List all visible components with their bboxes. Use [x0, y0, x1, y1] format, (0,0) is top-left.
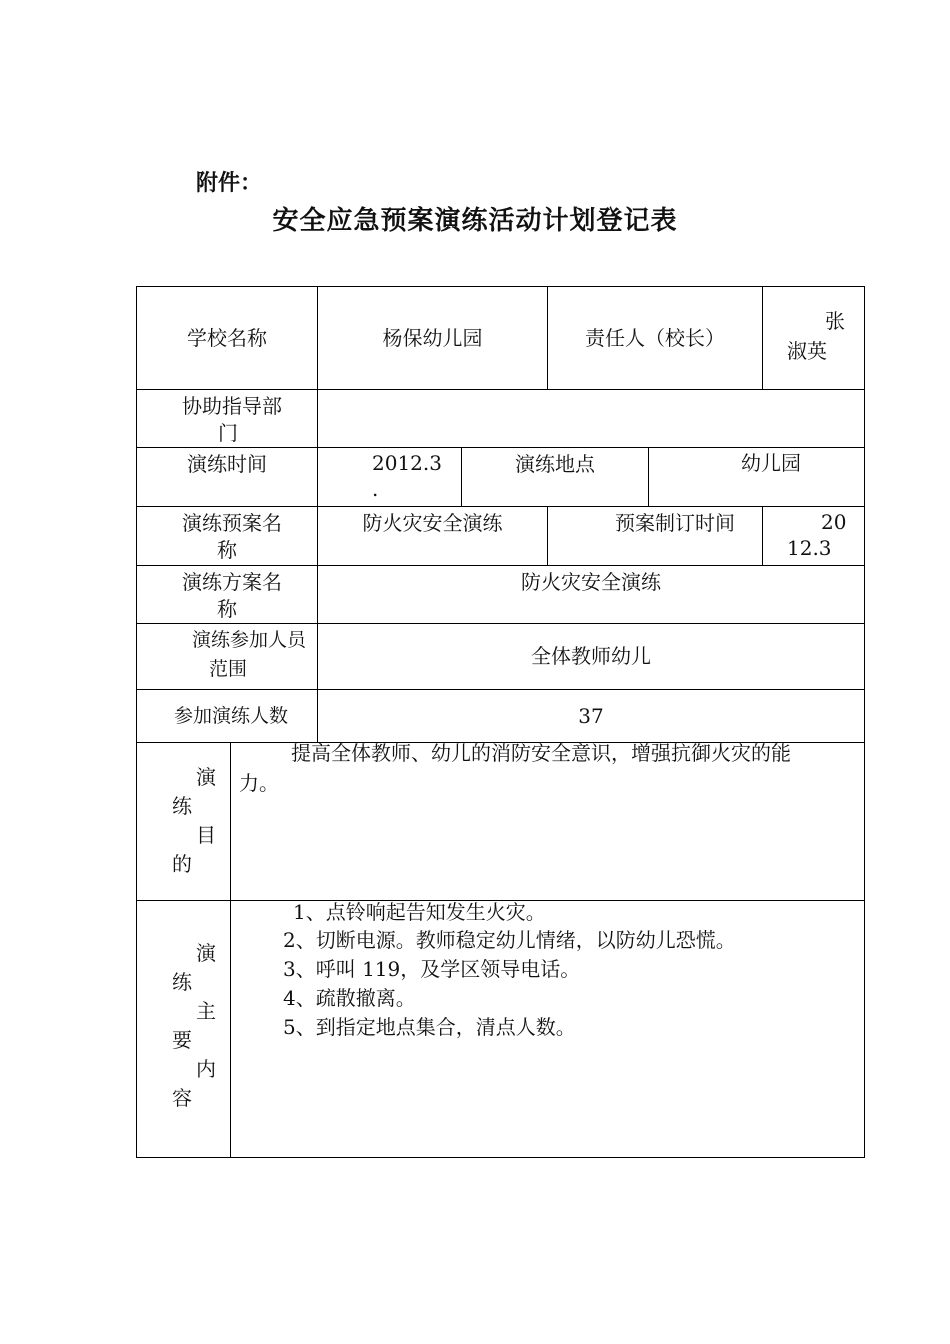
assist-dept-label	[136, 389, 318, 448]
plan-made-time-line1: 20	[821, 510, 847, 534]
drill-content-label	[136, 900, 231, 1158]
document-title: 安全应急预案演练活动计划登记表	[272, 206, 678, 236]
purpose-label-char-1: 演	[196, 765, 216, 789]
content-item-4: 4、疏散撤离。	[283, 986, 416, 1010]
plan-name-value	[317, 506, 548, 566]
principal-label-text: 责任人（校长）	[585, 325, 725, 350]
drill-location-label	[461, 447, 649, 507]
participants-range-label	[136, 623, 318, 690]
school-name-value-text: 杨保幼儿园	[382, 325, 483, 350]
content-label-char-4: 要	[172, 1028, 192, 1052]
participant-count-value-text: 37	[578, 703, 604, 728]
scheme-name-value	[317, 565, 865, 624]
school-name-value	[317, 286, 548, 390]
content-label-char-6: 容	[172, 1086, 192, 1110]
content-label-char-3: 主	[196, 999, 216, 1023]
content-label-char-2: 练	[172, 970, 192, 994]
plan-made-time-label-text: 预案制订时间	[615, 511, 735, 535]
principal-value-line1: 张	[825, 309, 845, 333]
plan-made-time-line2: 12.3	[787, 536, 832, 560]
scheme-name-label	[136, 565, 318, 624]
plan-name-label-line1: 演练预案名	[182, 511, 282, 535]
purpose-label-char-3: 目	[196, 823, 216, 847]
participants-range-label-line2: 范围	[209, 658, 248, 680]
content-item-3: 3、呼叫 119，及学区领导电话。	[283, 957, 581, 981]
purpose-label-char-4: 的	[172, 852, 192, 876]
content-item-2: 2、切断电源。教师稳定幼儿情绪，以防幼儿恐慌。	[283, 928, 736, 952]
plan-made-time-value	[762, 506, 865, 566]
participant-count-value	[317, 689, 865, 743]
drill-time-label-text: 演练时间	[187, 452, 267, 476]
plan-name-label-line2: 称	[217, 538, 237, 562]
assist-dept-label-line2: 门	[218, 421, 238, 445]
drill-location-value	[648, 447, 865, 507]
scheme-name-label-line1: 演练方案名	[182, 570, 282, 594]
plan-made-time-label	[547, 506, 763, 566]
participant-count-label-text: 参加演练人数	[173, 704, 288, 727]
purpose-text-line1: 提高全体教师、幼儿的消防安全意识，增强抗御火灾的能	[291, 741, 791, 765]
attachment-label: 附件：	[196, 171, 263, 196]
drill-time-label	[136, 447, 318, 507]
principal-label	[547, 286, 763, 390]
scheme-name-value-text: 防火灾安全演练	[521, 570, 661, 594]
drill-purpose-value	[230, 742, 865, 901]
drill-content-value	[230, 900, 865, 1158]
participants-range-value-text: 全体教师幼儿	[531, 644, 651, 668]
principal-value-line2: 淑英	[787, 339, 827, 363]
participant-count-label	[136, 689, 318, 743]
content-label-char-5: 内	[196, 1057, 216, 1081]
school-name-label	[136, 286, 318, 390]
scheme-name-label-line2: 称	[217, 597, 237, 621]
drill-time-value-line1: 2012.3	[372, 451, 442, 475]
purpose-text-line2: 力。	[239, 771, 279, 795]
participants-range-label-line1: 演练参加人员	[192, 629, 307, 651]
drill-location-label-text: 演练地点	[515, 452, 595, 476]
principal-value	[762, 286, 865, 390]
content-label-char-1: 演	[196, 941, 216, 965]
plan-name-label	[136, 506, 318, 566]
assist-dept-label-line1: 协助指导部	[182, 394, 282, 418]
content-item-5: 5、到指定地点集合，清点人数。	[283, 1015, 576, 1039]
drill-purpose-label	[136, 742, 231, 901]
drill-time-value-line2: .	[372, 477, 379, 501]
drill-time-value	[317, 447, 462, 507]
participants-range-value	[317, 623, 865, 690]
plan-name-value-text: 防火灾安全演练	[362, 511, 503, 535]
content-item-1: 1、点铃响起告知发生火灾。	[293, 900, 546, 924]
purpose-label-char-2: 练	[172, 794, 192, 818]
school-name-label-text: 学校名称	[187, 325, 267, 350]
drill-location-value-text: 幼儿园	[741, 451, 801, 475]
assist-dept-value	[317, 389, 865, 448]
